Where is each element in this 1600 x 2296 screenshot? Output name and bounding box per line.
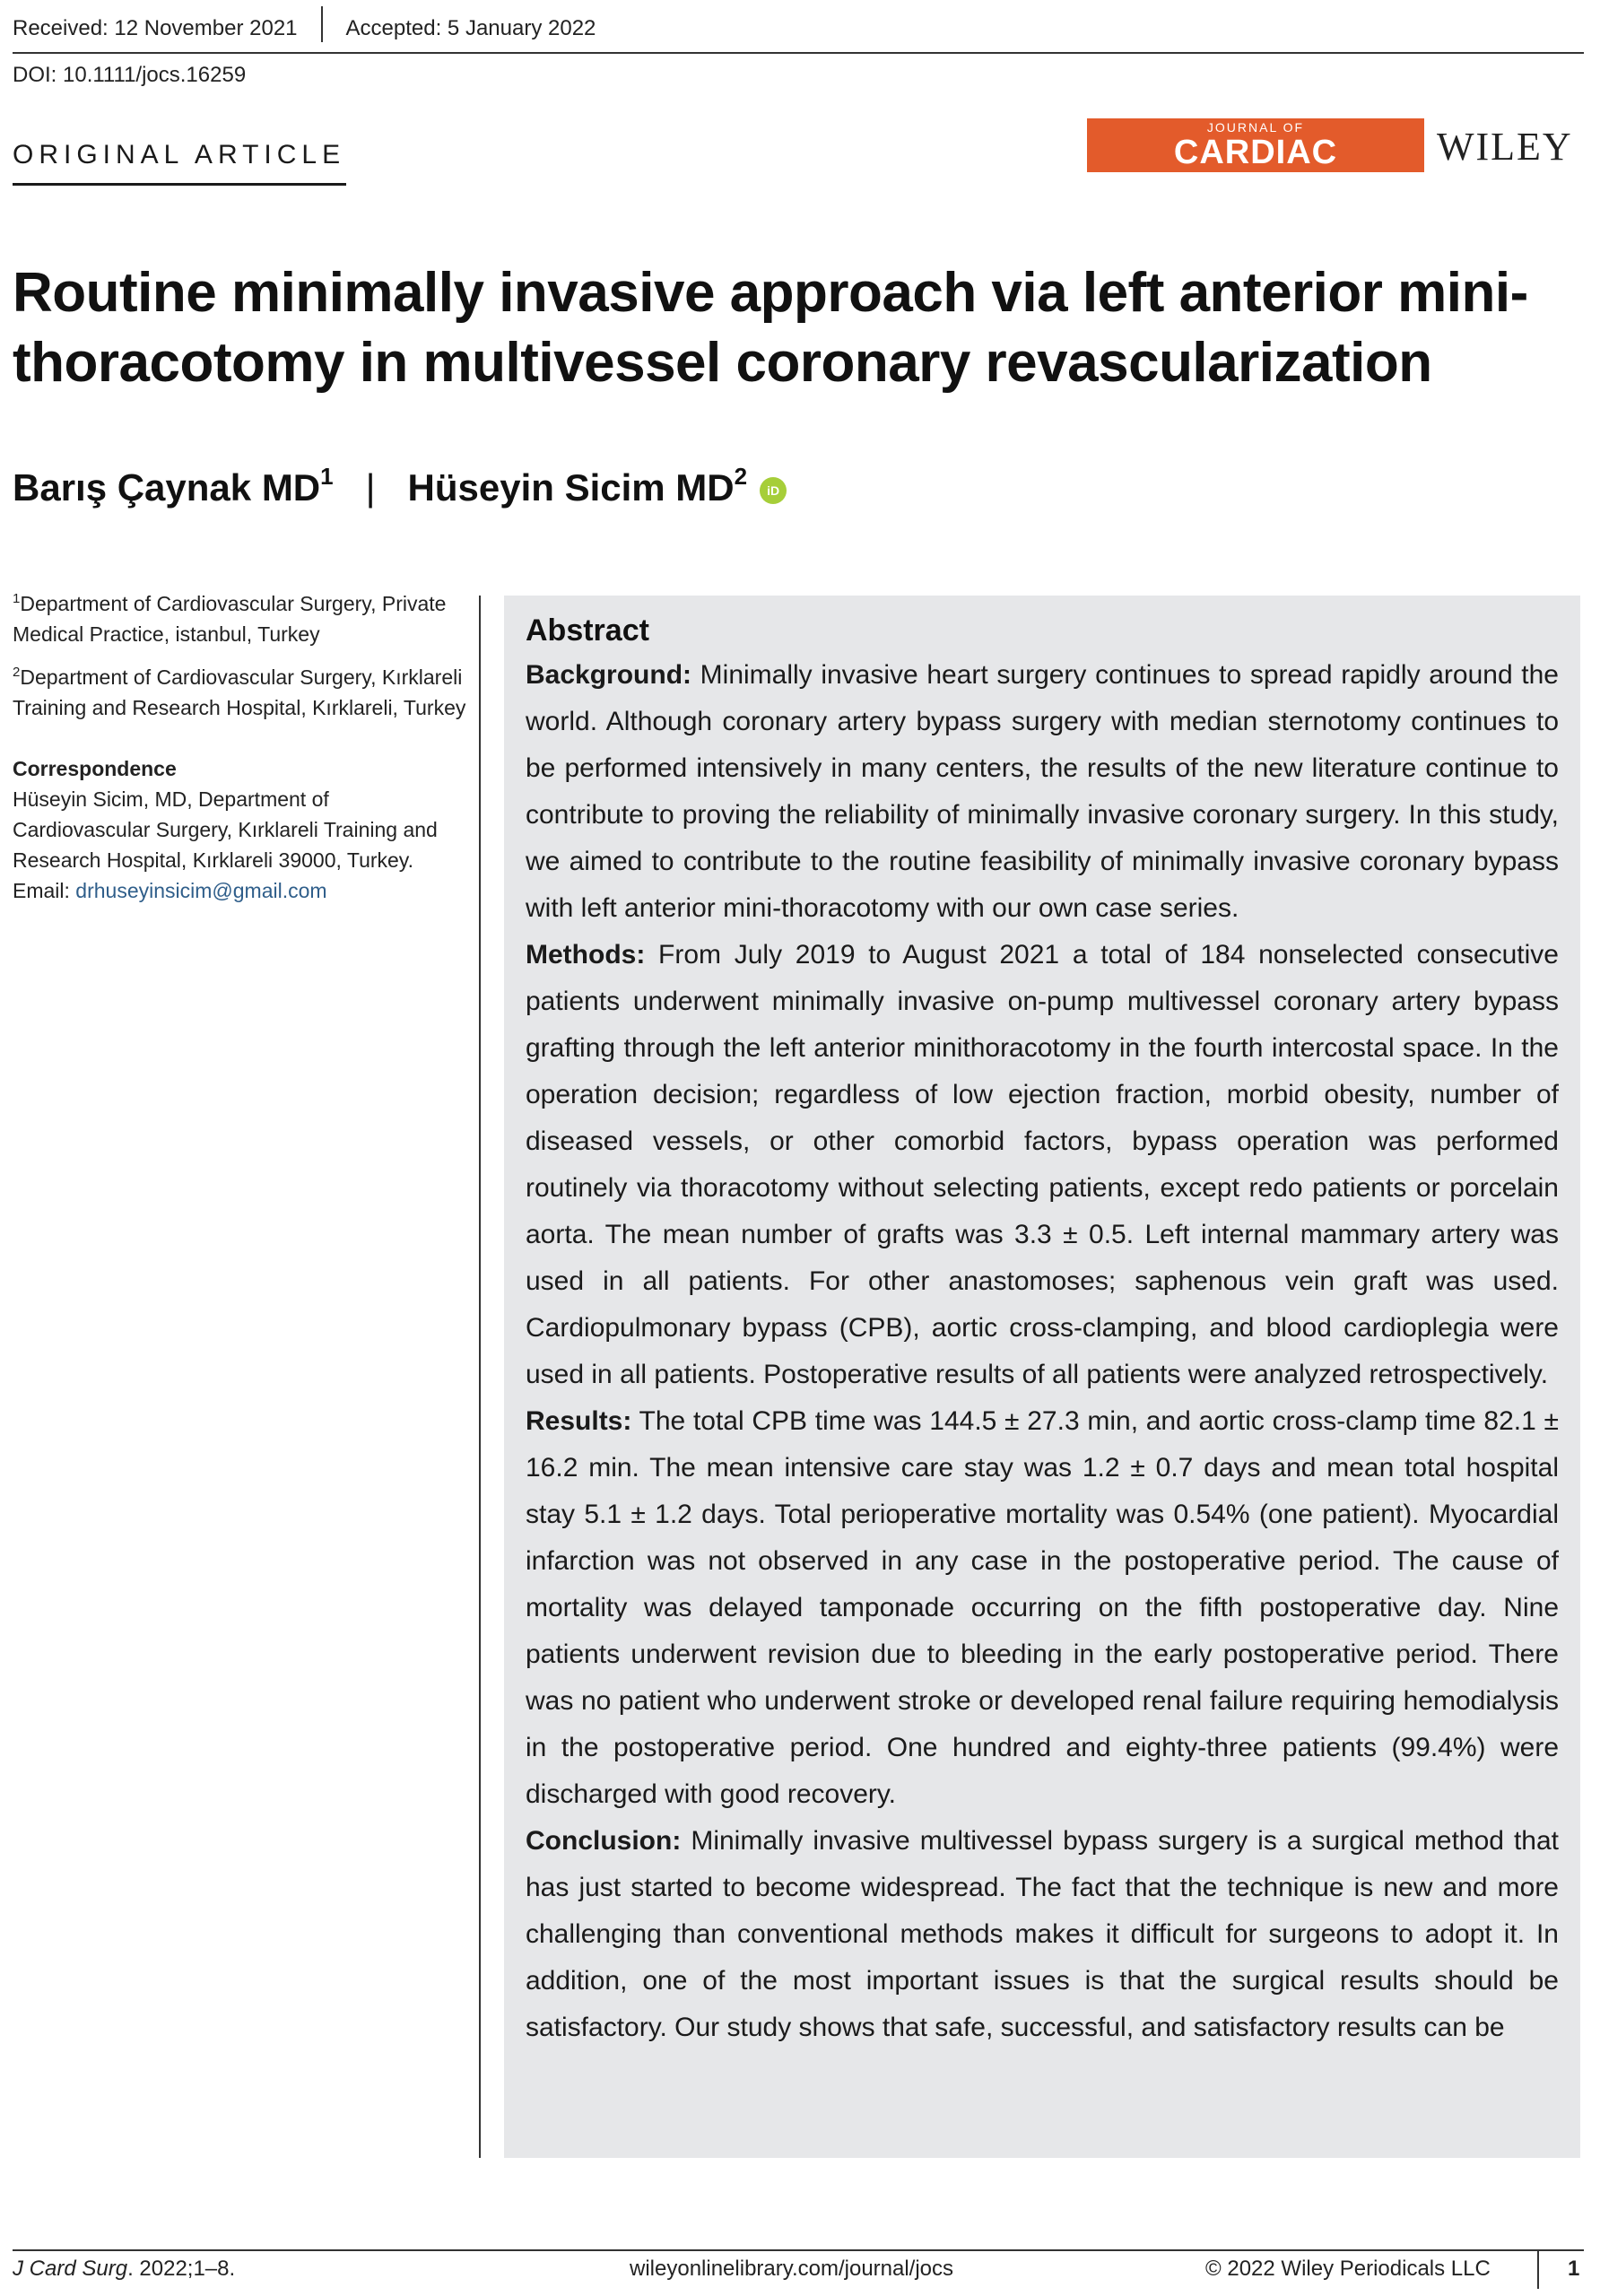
author-1[interactable]: [13, 463, 334, 509]
abstract-background: [526, 652, 1559, 932]
footer-separator: [1537, 2249, 1539, 2289]
author-affiliation-sup: 2: [734, 463, 748, 490]
author-2[interactable]: [407, 463, 748, 509]
footer-copyright: © 2022 Wiley Periodicals LLC: [1205, 2257, 1491, 2281]
publisher-logo[interactable]: WILEY: [1437, 125, 1573, 169]
affiliation-sup: 1: [13, 591, 21, 606]
correspondence-text: Hüseyin Sicim, MD, Department of Cardiovascular Surgery, Kırklareli Training and Research Hospital, Kırklareli 39000, Turkey.: [13, 787, 438, 872]
footer-rule: [13, 2249, 1584, 2251]
correspondence-heading: Correspondence: [13, 757, 177, 780]
author-list: [13, 463, 787, 509]
affiliation-1: [13, 588, 470, 649]
header-dates: [13, 16, 596, 42]
affiliation-sup: 2: [13, 665, 21, 680]
affiliation-text: Department of Cardiovascular Surgery, Kırklareli Training and Research Hospital, Kırklareli, Turkey: [13, 665, 466, 719]
author-affiliation-sup: 1: [320, 463, 334, 490]
abstract-box: [504, 596, 1580, 2158]
article-title: Routine minimally invasive approach via left anterior mini-thoracotomy in multivessel coronary revascularization: [13, 262, 1528, 394]
section-text: Minimally invasive multivessel bypass surgery is a surgical method that has just started to become widespread. The fact that the technique is new and more challenging than conventional methods makes it difficult for surgeons to adopt it. In addition, one of the most important issues is that the surgical results should be satisfactory. Our study shows that safe, successful, and satisfactory results can be: [526, 1826, 1559, 2042]
section-label: Conclusion:: [526, 1826, 682, 1856]
section-label: Results:: [526, 1406, 632, 1436]
header-rule: [13, 52, 1584, 54]
abstract-methods: [526, 932, 1559, 1398]
author-name: Hüseyin Sicim MD: [407, 466, 735, 509]
abstract-results: [526, 1398, 1559, 1818]
author-separator: |: [365, 466, 376, 509]
citation-journal: J Card Surg: [13, 2257, 128, 2281]
abstract-heading: Abstract: [526, 613, 649, 648]
page-number: 1: [1568, 2257, 1580, 2281]
citation-details: . 2022;1–8.: [127, 2257, 236, 2281]
footer-site-link[interactable]: wileyonlinelibrary.com/journal/jocs: [630, 2257, 954, 2281]
orcid-icon[interactable]: iD: [760, 477, 787, 504]
section-label: Methods:: [526, 940, 646, 970]
header-separator: [321, 6, 323, 42]
received-date: Received: 12 November 2021: [13, 16, 298, 40]
email-label: Email:: [13, 879, 76, 902]
page-footer: [13, 2257, 1584, 2289]
affiliation-text: Department of Cardiovascular Surgery, Private Medical Practice, istanbul, Turkey: [13, 592, 447, 646]
article-type: ORIGINAL ARTICLE: [13, 140, 346, 170]
affiliation-2: [13, 662, 470, 723]
author-name: Barış Çaynak MD: [13, 466, 321, 509]
email-link[interactable]: drhuseyinsicim@gmail.com: [75, 879, 327, 902]
journal-logo-small: JOURNAL OF: [1206, 120, 1305, 135]
column-divider: [479, 596, 481, 2158]
correspondence-email-line: [13, 875, 470, 906]
affiliations-column: [13, 588, 470, 906]
accepted-date: Accepted: 5 January 2022: [345, 16, 596, 40]
abstract-conclusion: [526, 1818, 1559, 2051]
doi[interactable]: DOI: 10.1111/jocs.16259: [13, 63, 247, 87]
article-type-underline: [13, 183, 346, 186]
section-label: Background:: [526, 660, 692, 690]
footer-citation: [13, 2257, 235, 2282]
section-text: Minimally invasive heart surgery continues to spread rapidly around the world. Although coronary artery bypass surgery with median sternotomy continues to be performed intensively in many centers, the results of the new literature continue to contribute to proving the reliability of minimally invasive coronary surgery. In this study, we aimed to contribute to the routine feasibility of minimally invasive coronary bypass with left anterior mini-thoracotomy with our own case series.: [526, 660, 1559, 923]
section-text: From July 2019 to August 2021 a total of 184 nonselected consecutive patients underwent minimally invasive on-pump multivessel coronary artery bypass grafting through the left anterior minithoracotomy in the fourth intercostal space. In the operation decision; regardless of low ejection fraction, morbid obesity, number of diseased vessels, or other comorbid factors, bypass operation was performed routinely via thoracotomy without selecting patients, except redo patients or porcelain aorta. The mean number of grafts was 3.3 ± 0.5. Left internal mammary artery was used in all patients. For other anastomoses; saphenous vein graft was used. Cardiopulmonary bypass (CPB), aortic cross-clamping, and blood cardioplegia were used in all patients. Postoperative results of all patients were analyzed retrospectively.: [526, 940, 1559, 1389]
journal-logo-name: CARDIAC SURGERY: [1169, 134, 1343, 207]
journal-logo[interactable]: [1087, 118, 1424, 207]
section-text: The total CPB time was 144.5 ± 27.3 min, and aortic cross-clamp time 82.1 ± 16.2 min. The mean intensive care stay was 1.2 ± 0.7 days and mean total hospital stay 5.1 ± 1.2 days. Total perioperative mortality was 0.54% (one patient). Myocardial infarction was not observed in any case in the postoperative period. The cause of mortality was delayed tamponade occurring on the fifth postoperative day. Nine patients underwent revision due to bleeding in the early postoperative period. There was no patient who underwent stroke or developed renal failure requiring hemodialysis in the postoperative period. One hundred and eighty-three patients (99.4%) were discharged with good recovery.: [526, 1406, 1559, 1809]
